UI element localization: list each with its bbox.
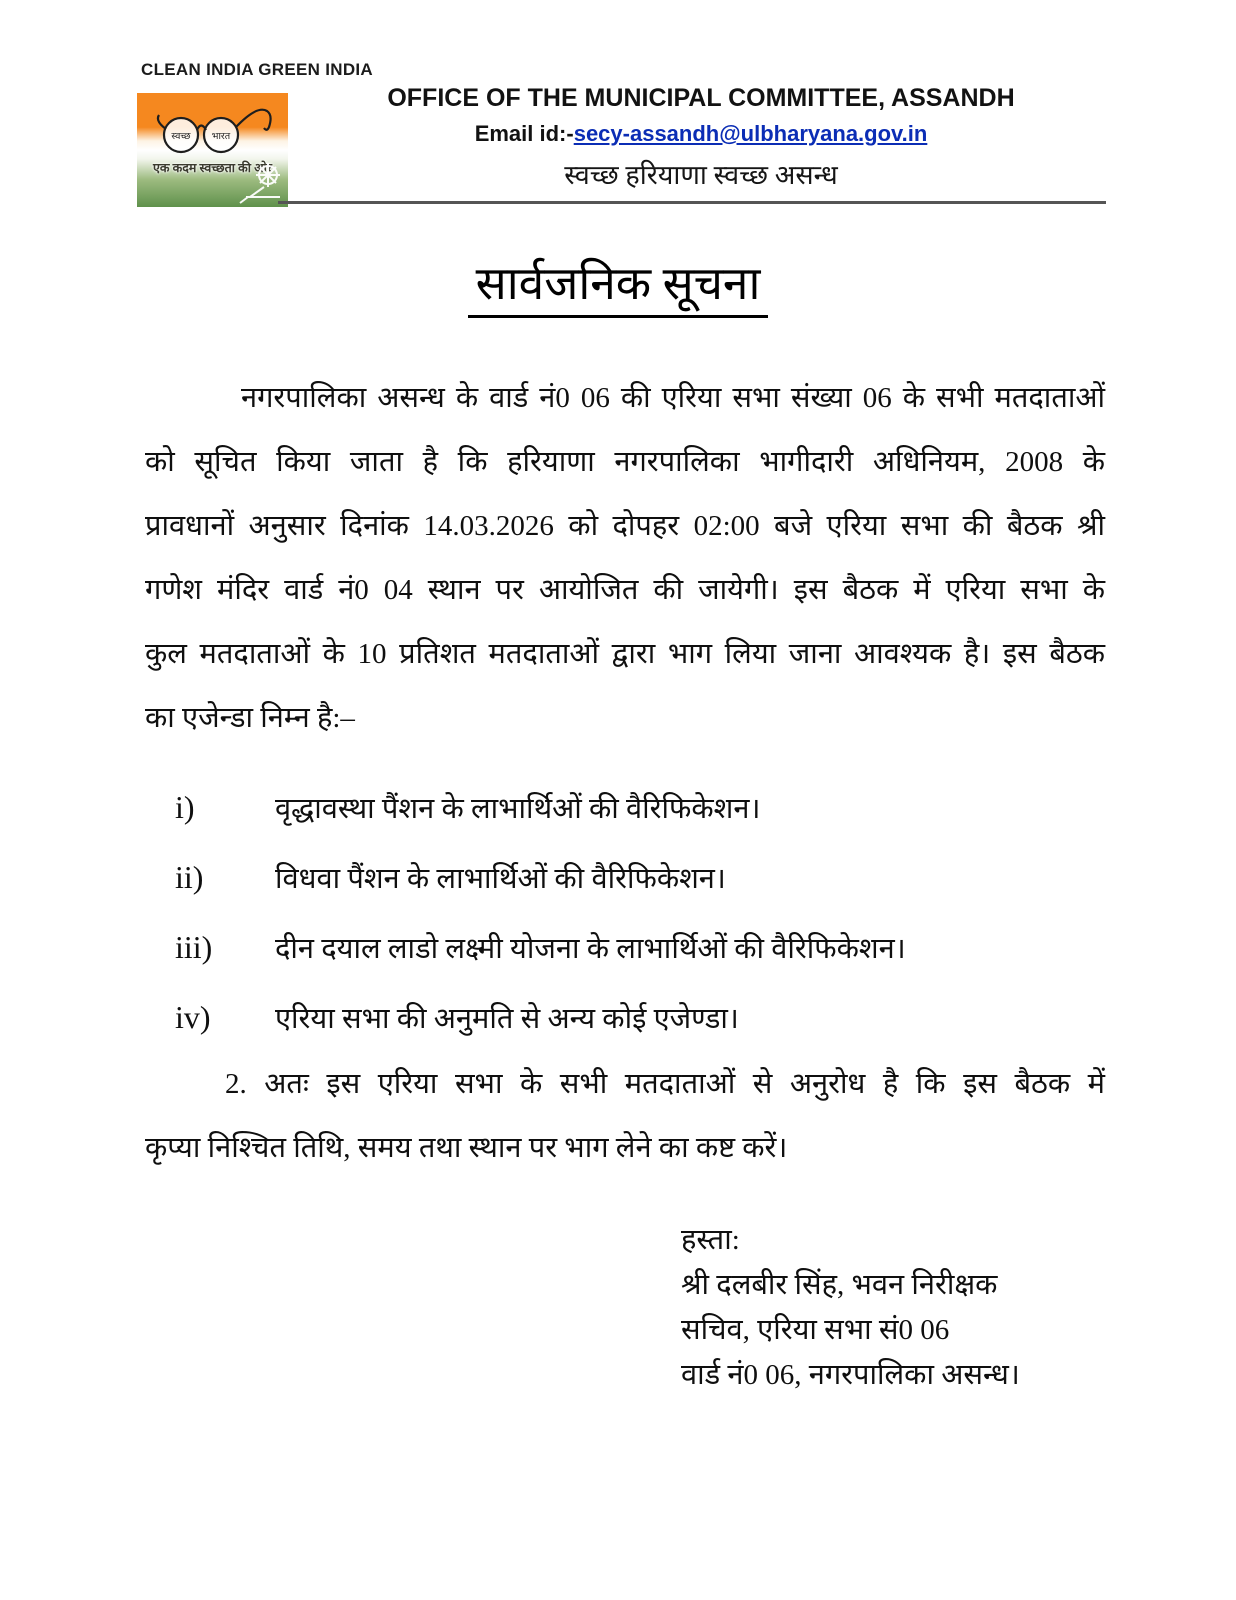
charkha-icon bbox=[234, 159, 286, 205]
clean-india-text: CLEAN INDIA GREEN INDIA bbox=[141, 60, 374, 79]
agenda-item bbox=[145, 772, 1105, 842]
signature-line: सचिव, एरिया सभा सं0 06 bbox=[681, 1314, 950, 1346]
agenda-text: एरिया सभा की अनुमति से अन्य कोई एजेण्डा। bbox=[275, 1003, 739, 1035]
agenda-marker: i) bbox=[175, 789, 195, 825]
agenda-marker: iv) bbox=[175, 999, 211, 1035]
email-link[interactable]: secy-assandh@ulbharyana.gov.in bbox=[573, 121, 928, 146]
agenda-item bbox=[145, 842, 1105, 912]
signature-block bbox=[681, 1218, 1020, 1398]
swachh-bharat-logo bbox=[137, 93, 288, 207]
email-row bbox=[292, 121, 1110, 147]
email-label: Email id:- bbox=[474, 121, 574, 146]
para1-line: को सूचित किया जाता है कि हरियाणा नगरपालिका भागीदारी अधिनियम, 2008 के bbox=[145, 446, 1105, 478]
title-row bbox=[0, 258, 1236, 318]
agenda-marker: ii) bbox=[175, 859, 204, 895]
logo-lens-left-text: स्वच्छ bbox=[171, 132, 191, 142]
para1-line: गणेश मंदिर वार्ड नं0 04 स्थान पर आयोजित की जायेगी। इस बैठक में एरिया सभा के bbox=[145, 574, 1105, 606]
logo-lens-right-text: भारत bbox=[211, 132, 231, 142]
para1-line: का एजेन्डा निम्न है:– bbox=[145, 702, 355, 734]
para2-line: कृप्या निश्चित तिथि, समय तथा स्थान पर भाग लेने का कष्ट करें। bbox=[145, 1132, 788, 1164]
logo-caption: एक कदम स्वच्छता की ओर bbox=[152, 161, 272, 175]
letterhead bbox=[292, 84, 1110, 192]
para1-line: कुल मतदाताओं के 10 प्रतिशत मतदाताओं द्वारा भाग लिया जाना आवश्यक है। इस बैठक bbox=[145, 638, 1105, 670]
signature-line: श्री दलबीर सिंह, भवन निरीक्षक bbox=[681, 1269, 998, 1301]
office-title: OFFICE OF THE MUNICIPAL COMMITTEE, ASSANDH bbox=[387, 84, 1015, 112]
spectacles-icon bbox=[145, 97, 280, 161]
notice-body bbox=[145, 366, 1105, 1180]
tagline-hindi: स्वच्छ हरियाणा स्वच्छ असन्ध bbox=[564, 160, 838, 190]
para1-line: नगरपालिका असन्ध के वार्ड नं0 06 की एरिया सभा संख्या 06 के सभी मतदाताओं bbox=[241, 382, 1105, 414]
signature-line: हस्ता: bbox=[681, 1224, 740, 1256]
header-divider bbox=[278, 201, 1106, 204]
agenda-text: विधवा पैंशन के लाभार्थिओं की वैरिफिकेशन। bbox=[275, 863, 726, 895]
agenda-text: दीन दयाल लाडो लक्ष्मी योजना के लाभार्थिओं की वैरिफिकेशन। bbox=[275, 933, 906, 965]
agenda-item bbox=[145, 912, 1105, 982]
para2-line: 2. अतः इस एरिया सभा के सभी मतदाताओं से अनुरोध है कि इस बैठक में bbox=[225, 1068, 1105, 1100]
page-title: सार्वजनिक सूचना bbox=[468, 258, 769, 318]
agenda-item bbox=[145, 982, 1105, 1052]
signature-line: वार्ड नं0 06, नगरपालिका असन्ध। bbox=[681, 1359, 1020, 1391]
agenda-marker: iii) bbox=[175, 929, 213, 965]
para1-line: प्रावधानों अनुसार दिनांक 14.03.2026 को दोपहर 02:00 बजे एरिया सभा की बैठक श्री bbox=[145, 510, 1105, 542]
agenda-list bbox=[145, 772, 1105, 1052]
closing-paragraph bbox=[145, 1052, 1105, 1180]
agenda-text: वृद्धावस्था पैंशन के लाभार्थिओं की वैरिफिकेशन। bbox=[275, 793, 761, 825]
